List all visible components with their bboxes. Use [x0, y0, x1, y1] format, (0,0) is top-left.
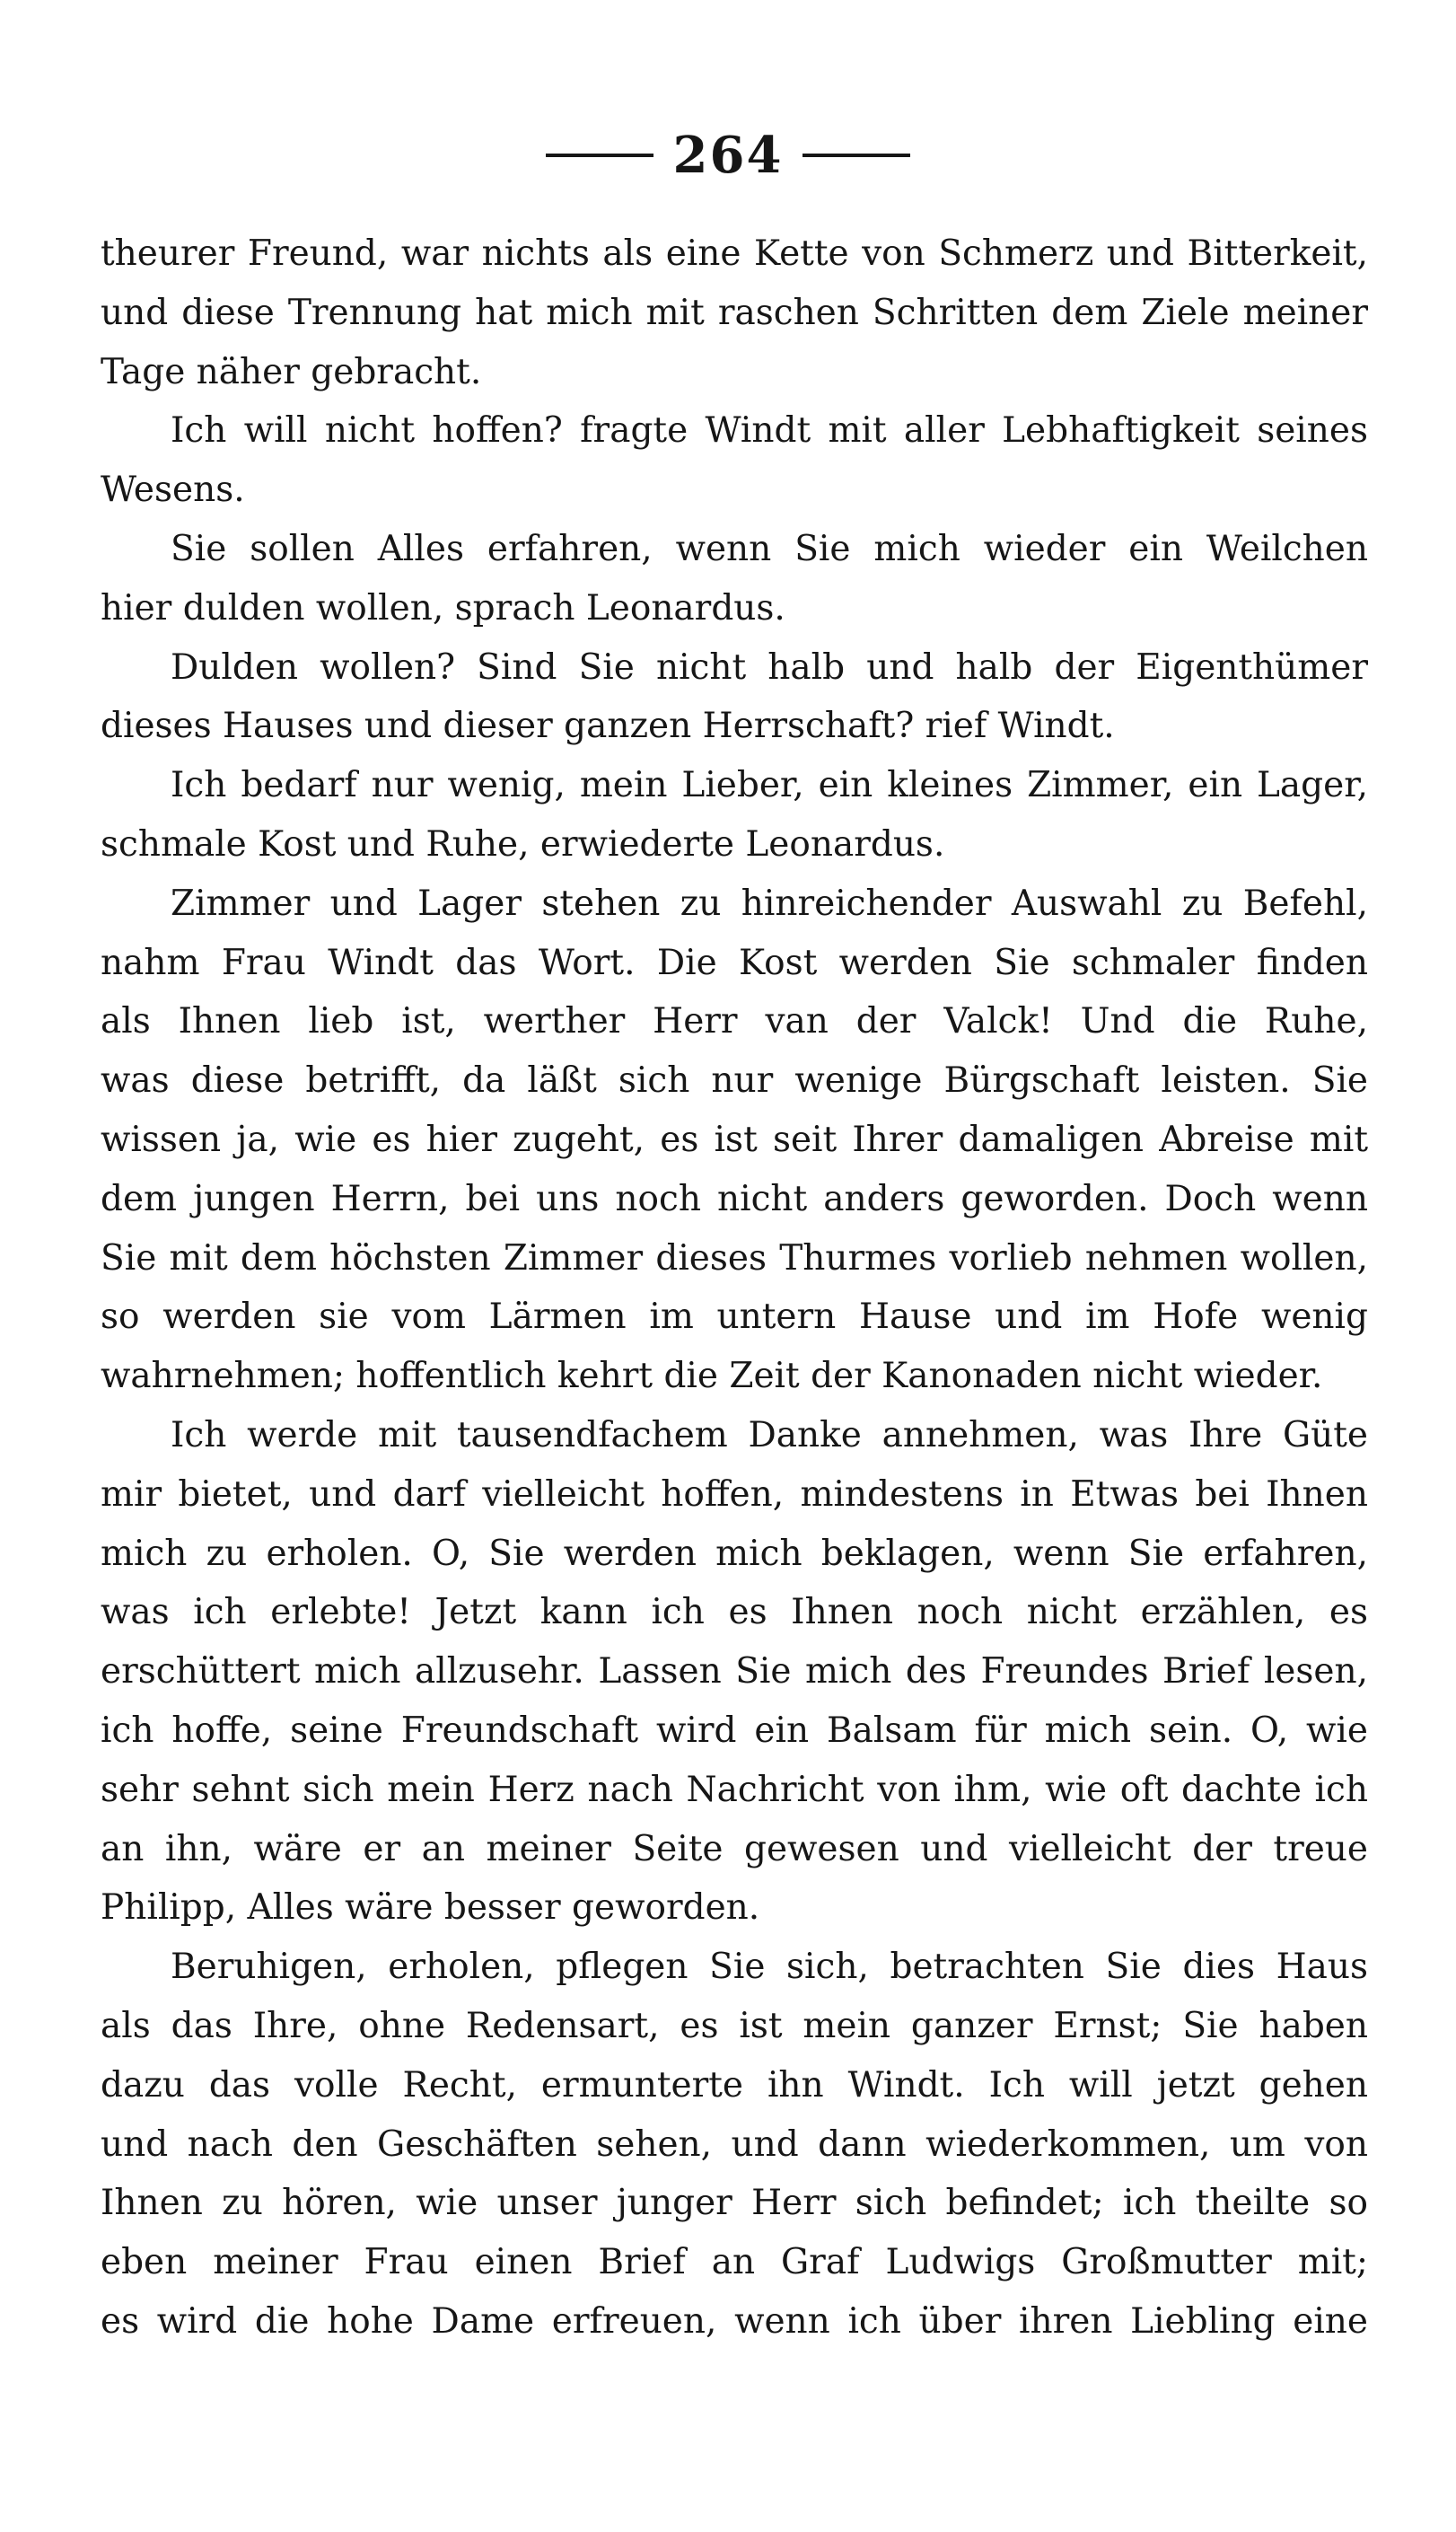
- text-line: erschüttert mich allzusehr. Lassen Sie mich des Freundes Brief lesen,: [101, 1651, 1368, 1692]
- text-line: mich zu erholen. O, Sie werden mich beklagen, wenn Sie erfahren,: [101, 1533, 1368, 1574]
- header-rule-left: [546, 154, 653, 157]
- text-line: wahrnehmen; hoffentlich kehrt die Zeit der Kanonaden nicht wieder.: [101, 1356, 1323, 1397]
- text-line: Ich werde mit tausendfachem Danke annehmen, was Ihre Güte: [171, 1414, 1368, 1455]
- text-line: Tage näher gebracht.: [101, 351, 482, 392]
- page-number: 264: [672, 126, 784, 185]
- page-header: [0, 124, 1456, 187]
- text-line: an ihn, wäre er an meiner Seite gewesen und vielleicht der treue: [101, 1828, 1368, 1869]
- text-line: Wesens.: [101, 470, 245, 511]
- text-line: Ihnen zu hören, wie unser junger Herr sich befindet; ich theilte so: [101, 2183, 1368, 2224]
- body-text: [101, 224, 1368, 2352]
- text-line: schmale Kost und Ruhe, erwiederte Leonardus.: [101, 823, 945, 865]
- text-line: als das Ihre, ohne Redensart, es ist mein ganzer Ernst; Sie haben: [101, 2005, 1368, 2046]
- text-line: nahm Frau Windt das Wort. Die Kost werden Sie schmaler finden: [101, 942, 1368, 983]
- text-line: was diese betrifft, da läßt sich nur wenige Bürgschaft leisten. Sie: [101, 1060, 1368, 1102]
- text-line: dieses Hauses und dieser ganzen Herrschaft? rief Windt.: [101, 706, 1115, 747]
- text-line: dem jungen Herrn, bei uns noch nicht anders geworden. Doch wenn: [101, 1178, 1368, 1219]
- text-line: und diese Trennung hat mich mit raschen Schritten dem Ziele meiner: [101, 292, 1368, 333]
- text-line: dazu das volle Recht, ermunterte ihn Windt. Ich will jetzt gehen: [101, 2064, 1368, 2106]
- text-line: Ich will nicht hoffen? fragte Windt mit aller Lebhaftigkeit seines: [171, 410, 1368, 452]
- text-line: es wird die hohe Dame erfreuen, wenn ich über ihren Liebling eine: [101, 2300, 1368, 2342]
- text-line: was ich erlebte! Jetzt kann ich es Ihnen noch nicht erzählen, es: [101, 1592, 1368, 1633]
- text-line: Sie sollen Alles erfahren, wenn Sie mich wieder ein Weilchen: [171, 528, 1368, 569]
- text-line: Beruhigen, erholen, pflegen Sie sich, betrachten Sie dies Haus: [171, 1947, 1368, 1988]
- text-line: und nach den Geschäften sehen, und dann wiederkommen, um von: [101, 2123, 1368, 2165]
- text-line: hier dulden wollen, sprach Leonardus.: [101, 587, 785, 629]
- text-line: so werden sie vom Lärmen im untern Hause und im Hofe wenig: [101, 1297, 1368, 1338]
- text-line: wissen ja, wie es hier zugeht, es ist seit Ihrer damaligen Abreise mit: [101, 1119, 1368, 1160]
- text-line: Sie mit dem höchsten Zimmer dieses Thurmes vorlieb nehmen wollen,: [101, 1237, 1368, 1279]
- text-line: Dulden wollen? Sind Sie nicht halb und halb der Eigenthümer: [171, 646, 1368, 688]
- header-rule-right: [803, 154, 910, 157]
- text-line: Ich bedarf nur wenig, mein Lieber, ein kleines Zimmer, ein Lager,: [171, 765, 1368, 806]
- text-line: Zimmer und Lager stehen zu hinreichender Auswahl zu Befehl,: [171, 883, 1368, 924]
- text-line: eben meiner Frau einen Brief an Graf Ludwigs Großmutter mit;: [101, 2242, 1368, 2283]
- text-line: Philipp, Alles wäre besser geworden.: [101, 1887, 760, 1929]
- text-line: sehr sehnt sich mein Herz nach Nachricht von ihm, wie oft dachte ich: [101, 1769, 1368, 1810]
- text-line: ich hoffe, seine Freundschaft wird ein Balsam für mich sein. O, wie: [101, 1710, 1368, 1751]
- text-line: mir bietet, und darf vielleicht hoffen, mindestens in Etwas bei Ihnen: [101, 1473, 1368, 1515]
- text-line: theurer Freund, war nichts als eine Kette von Schmerz und Bitterkeit,: [101, 233, 1368, 274]
- text-line: als Ihnen lieb ist, werther Herr van der Valck! Und die Ruhe,: [101, 1001, 1368, 1042]
